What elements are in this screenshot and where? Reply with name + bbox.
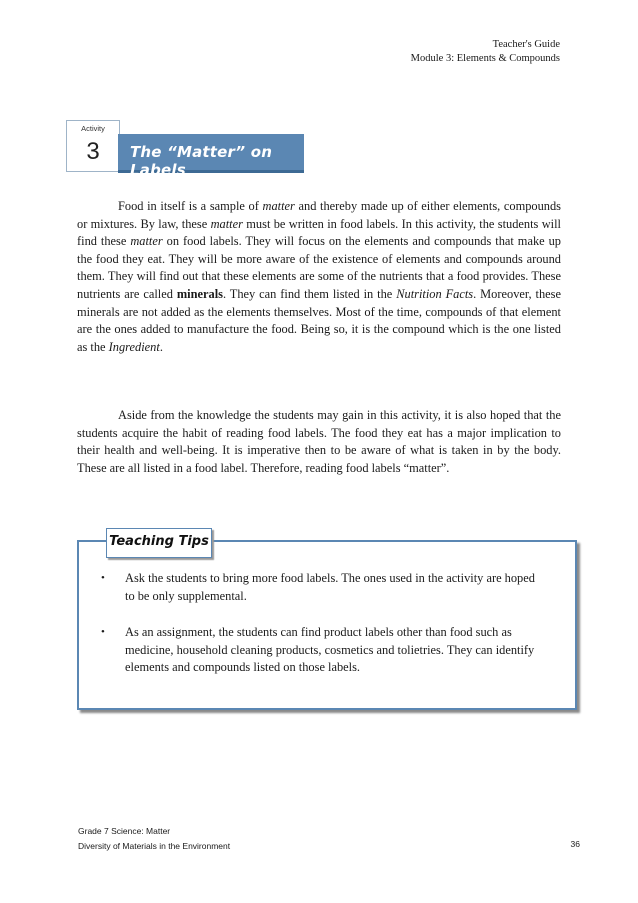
teaching-tips-label: Teaching Tips xyxy=(109,534,209,549)
activity-title: The “Matter” on Labels xyxy=(130,143,273,179)
emphasis-nutrition-facts: Nutrition Facts xyxy=(396,286,474,301)
activity-number-box xyxy=(66,120,120,172)
tip-text: As an assignment, the students can find product labels other than food such as medicine, household cleaning products, cosmetics and tolietries. They can identify elements and compounds listed on those labels. xyxy=(125,625,535,675)
body-paragraph-1: Food in itself is a sample of matter and thereby made up of either elements, compounds or mixtures. By law, these matter must be written in food labels. In this activity, the students will find these matter on food labels. They will focus on the elements and compounds that make up the food they eat. They will be more aware of the existence of elements and compounds around them. They will find out that these elements are some of the nutrients that a food provides. These nutrients are called minerals. They can find them listed in the Nutrition Facts. Moreover, these minerals are not added as the elements themselves. Most of the time, compounds of that element are the ones added to manufacture the food. Being so, it is the compound which is the one listed as the Ingredient. xyxy=(77,199,562,354)
tip-text: Ask the students to bring more food labels. The ones used in the activity are hoped to be only supplemental. xyxy=(125,571,535,603)
teaching-tips-label-box xyxy=(106,528,212,558)
bullet-icon: • xyxy=(101,572,105,584)
emphasis-matter: matter xyxy=(130,234,163,249)
activity-title-bar xyxy=(118,134,304,179)
body-paragraph-2: Aside from the knowledge the students may gain in this activity, it is also hoped that the students acquire the habit of reading food labels. The food they eat has a major implication to their health and well-being. It is imperative then to be aware of what is taken in by the body. These are all listed in a food label. Therefore, reading food labels “matter”. xyxy=(77,408,561,475)
header-module-title: Module 3: Elements & Compounds xyxy=(410,53,560,64)
emphasis-minerals: minerals xyxy=(176,286,223,301)
bullet-icon: • xyxy=(101,626,105,638)
page-number: 36 xyxy=(570,839,580,849)
activity-number: 3 xyxy=(86,138,100,165)
emphasis-ingredient: Ingredient xyxy=(108,339,160,354)
activity-label: Activity xyxy=(81,124,105,133)
header-guide-title: Teacher's Guide xyxy=(492,39,560,50)
footer-unit: Diversity of Materials in the Environment xyxy=(78,841,231,851)
page-header xyxy=(411,38,560,66)
emphasis-matter: matter xyxy=(262,199,295,213)
emphasis-matter: matter xyxy=(210,216,243,231)
footer-course: Grade 7 Science: Matter xyxy=(78,826,171,836)
page-footer xyxy=(78,824,230,854)
